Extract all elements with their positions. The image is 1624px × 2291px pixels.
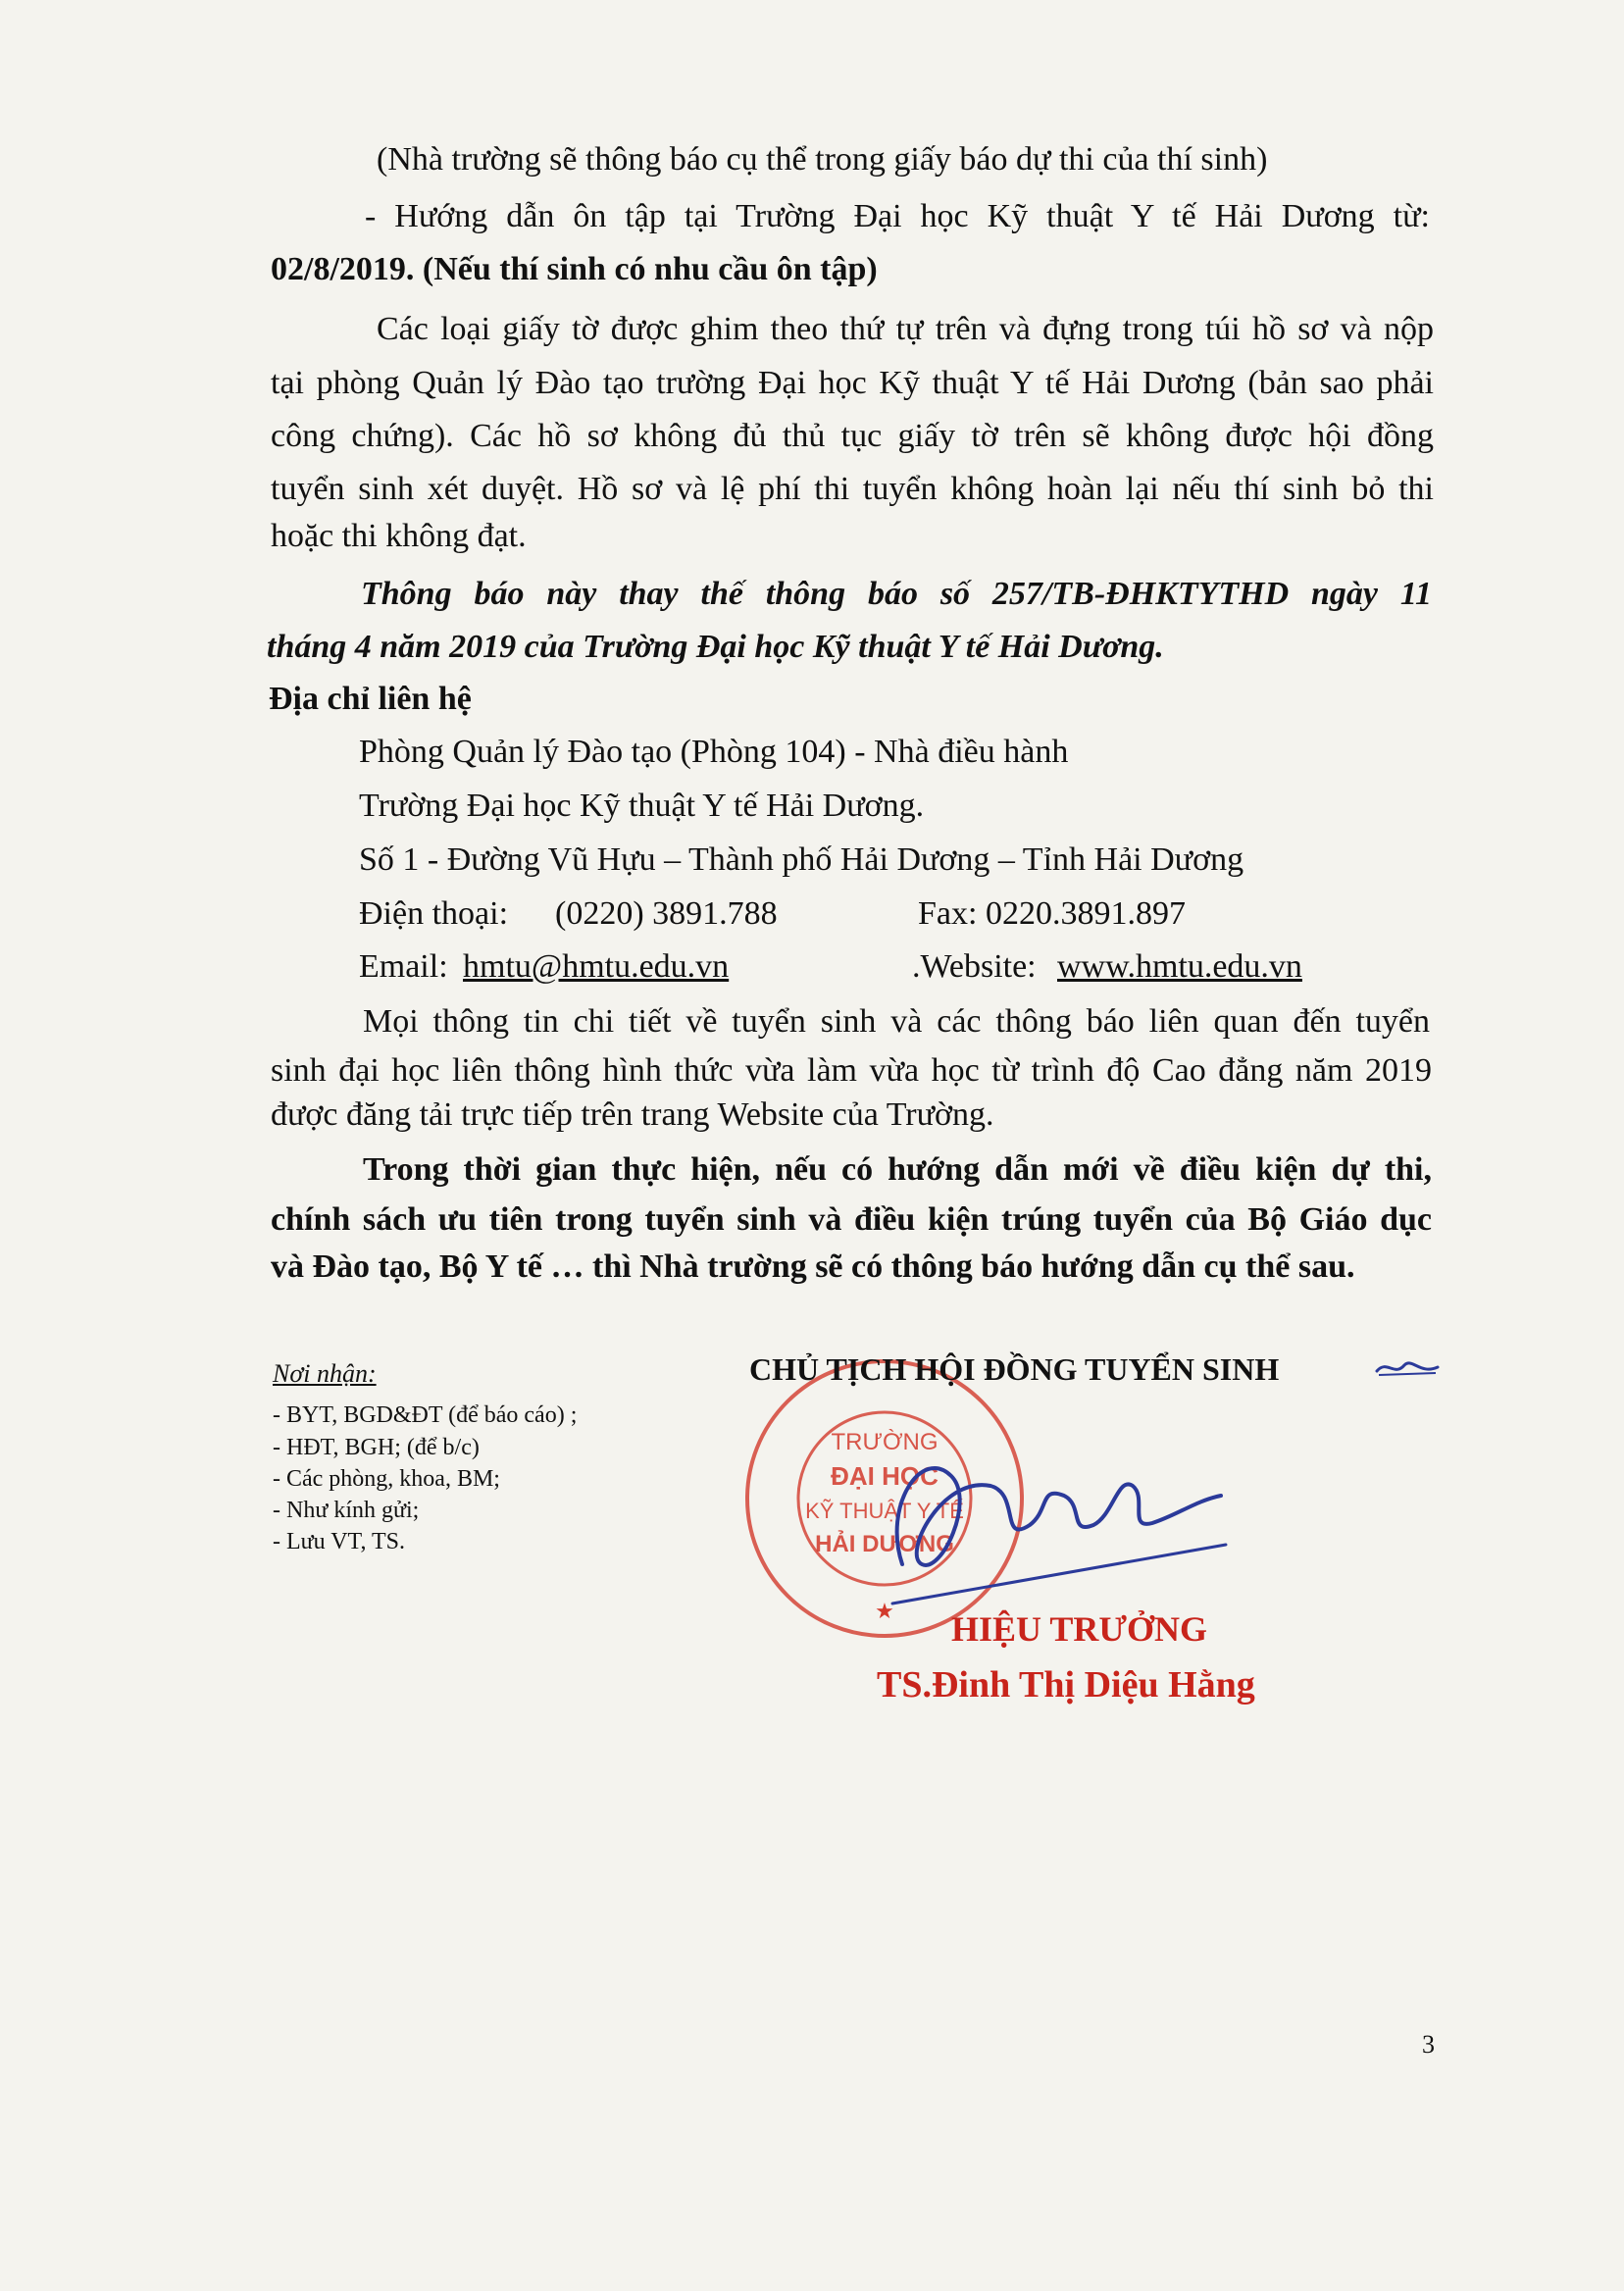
website-label: .Website: bbox=[912, 948, 1037, 985]
fax-value: Fax: 0220.3891.897 bbox=[918, 895, 1186, 932]
email-link[interactable]: hmtu@hmtu.edu.vn bbox=[463, 948, 730, 985]
documents-line-3: công chứng). Các hồ sơ không đủ thủ tục giấy tờ trên sẽ không được hội đồng bbox=[271, 418, 1434, 454]
svg-text:HẢI DƯƠNG: HẢI DƯƠNG bbox=[815, 1531, 954, 1557]
phone-label: Điện thoại: bbox=[359, 895, 509, 932]
svg-text:ĐẠI HỌC: ĐẠI HỌC bbox=[831, 1461, 939, 1491]
recipients-title: Nơi nhận: bbox=[273, 1359, 377, 1388]
page-number: 3 bbox=[1422, 2030, 1435, 2059]
notice-line-2: chính sách ưu tiên trong tuyển sinh và điều kiện trúng tuyển của Bộ Giáo dục bbox=[271, 1201, 1432, 1238]
contact-heading: Địa chỉ liên hệ bbox=[269, 681, 472, 717]
initial-mark bbox=[1373, 1353, 1442, 1381]
documents-line-1: Các loại giấy tờ được ghim theo thứ tự trên và đựng trong túi hồ sơ và nộp bbox=[377, 311, 1434, 347]
recipient-item: - Lưu VT, TS. bbox=[273, 1529, 406, 1554]
info-line-2: sinh đại học liên thông hình thức vừa làm vừa học từ trình độ Cao đẳng năm 2019 bbox=[271, 1052, 1432, 1089]
signature-title: CHỦ TỊCH HỘI ĐỒNG TUYỂN SINH bbox=[749, 1351, 1280, 1387]
signer-name: TS.Đinh Thị Diệu Hằng bbox=[877, 1664, 1255, 1706]
notice-line-3: và Đào tạo, Bộ Y tế … thì Nhà trường sẽ có thông báo hướng dẫn cụ thể sau. bbox=[271, 1248, 1355, 1285]
recipient-item: - Các phòng, khoa, BM; bbox=[273, 1466, 500, 1492]
review-guide-line-1: - Hướng dẫn ôn tập tại Trường Đại học Kỹ thuật Y tế Hải Dương từ: bbox=[365, 198, 1430, 234]
replacement-notice-line-1: Thông báo này thay thế thông báo số 257/TB-ĐHKTYTHD ngày 11 bbox=[361, 576, 1432, 612]
website-link[interactable]: www.hmtu.edu.vn bbox=[1057, 948, 1302, 985]
svg-text:KỸ THUẬT Y TẾ: KỸ THUẬT Y TẾ bbox=[805, 1499, 964, 1523]
svg-text:★: ★ bbox=[875, 1599, 894, 1623]
review-guide-line-2: 02/8/2019. (Nếu thí sinh có nhu cầu ôn tập) bbox=[271, 251, 878, 287]
documents-line-5: hoặc thi không đạt. bbox=[271, 518, 527, 554]
info-line-1: Mọi thông tin chi tiết về tuyển sinh và các thông báo liên quan đến tuyển bbox=[363, 1003, 1430, 1040]
handwritten-signature bbox=[883, 1417, 1236, 1613]
info-line-3: được đăng tải trực tiếp trên trang Website của Trường. bbox=[271, 1096, 994, 1133]
documents-line-4: tuyển sinh xét duyệt. Hồ sơ và lệ phí thi tuyển không hoàn lại nếu thí sinh bỏ thi bbox=[271, 471, 1434, 507]
recipient-item: - Như kính gửi; bbox=[273, 1498, 420, 1523]
body-paragraph-1: (Nhà trường sẽ thông báo cụ thể trong giấy báo dự thi của thí sinh) bbox=[377, 141, 1268, 178]
recipient-item: - HĐT, BGH; (để b/c) bbox=[273, 1435, 480, 1460]
contact-office: Phòng Quản lý Đào tạo (Phòng 104) - Nhà điều hành bbox=[359, 734, 1069, 770]
notice-line-1: Trong thời gian thực hiện, nếu có hướng dẫn mới về điều kiện dự thi, bbox=[363, 1151, 1432, 1188]
contact-address: Số 1 - Đường Vũ Hựu – Thành phố Hải Dương – Tỉnh Hải Dương bbox=[359, 841, 1244, 878]
svg-text:TRƯỜNG: TRƯỜNG bbox=[831, 1429, 939, 1455]
documents-line-2: tại phòng Quản lý Đào tạo trường Đại học Kỹ thuật Y tế Hải Dương (bản sao phải bbox=[271, 365, 1434, 401]
signer-rank: HIỆU TRƯỞNG bbox=[951, 1609, 1208, 1649]
contact-school: Trường Đại học Kỹ thuật Y tế Hải Dương. bbox=[359, 788, 925, 824]
replacement-notice-line-2: tháng 4 năm 2019 của Trường Đại học Kỹ thuật Y tế Hải Dương. bbox=[267, 629, 1164, 665]
phone-value: (0220) 3891.788 bbox=[555, 895, 778, 932]
recipient-item: - BYT, BGD&ĐT (để báo cáo) ; bbox=[273, 1402, 578, 1428]
email-label: Email: bbox=[359, 948, 448, 985]
